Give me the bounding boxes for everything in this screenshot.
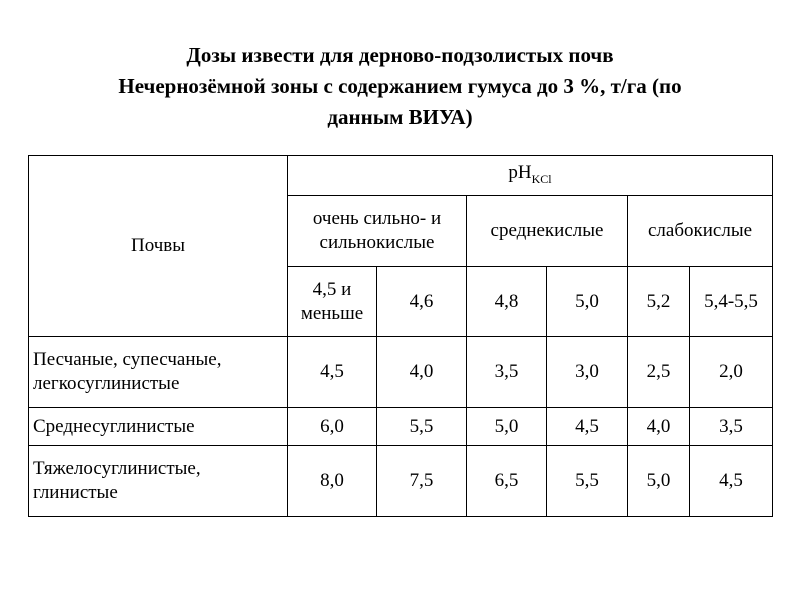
soil-name-line1: Песчаные, супесчаные, (33, 349, 222, 370)
dose-cell: 3,0 (547, 337, 628, 408)
dose-cell: 8,0 (288, 446, 377, 517)
dose-cell: 2,5 (628, 337, 690, 408)
dose-cell: 4,0 (628, 408, 690, 446)
group-very-strong-line1: очень сильно- и (312, 208, 442, 229)
dose-cell: 6,5 (467, 446, 547, 517)
dose-cell: 5,0 (467, 408, 547, 446)
dose-cell: 7,5 (377, 446, 467, 517)
ph-header (288, 156, 773, 196)
soil-name-line2: глинистые (33, 482, 118, 503)
ph-value-1-line2: меньше (300, 302, 364, 324)
ph-label: pH (508, 161, 532, 183)
dose-cell: 3,5 (467, 337, 547, 408)
dose-cell: 6,0 (288, 408, 377, 446)
soils-header: Почвы (29, 156, 288, 337)
ph-value-6: 5,4-5,5 (690, 267, 773, 337)
ph-value-2: 4,6 (377, 267, 467, 337)
title-line-1: Дозы извести для дерново-подзолистых почв (186, 43, 614, 67)
table-row (29, 337, 773, 408)
dose-cell: 4,0 (377, 337, 467, 408)
lime-dose-table (28, 155, 773, 517)
ph-value-1 (288, 267, 377, 337)
soil-name-line1: Тяжелосуглинистые, (33, 458, 201, 479)
dose-cell: 4,5 (690, 446, 773, 517)
group-medium: среднекислые (467, 196, 628, 267)
soil-name: Среднесуглинистые (29, 408, 288, 446)
title-line-3: данным ВИУА) (327, 105, 473, 129)
table-row (29, 408, 773, 446)
dose-cell: 5,5 (377, 408, 467, 446)
dose-cell: 4,5 (288, 337, 377, 408)
ph-value-5: 5,2 (628, 267, 690, 337)
group-weak: слабокислые (628, 196, 773, 267)
title-line-2: Нечернозёмной зоны с содержанием гумуса до 3 %, т/га (по (118, 74, 682, 98)
ph-value-1-line1: 4,5 и (312, 278, 352, 300)
page-title (0, 40, 800, 133)
ph-value-4: 5,0 (547, 267, 628, 337)
dose-cell: 5,0 (628, 446, 690, 517)
dose-cell: 2,0 (690, 337, 773, 408)
group-very-strong-line2: сильнокислые (319, 232, 435, 253)
dose-cell: 5,5 (547, 446, 628, 517)
dose-cell: 4,5 (547, 408, 628, 446)
soil-name (29, 446, 288, 517)
dose-cell: 3,5 (690, 408, 773, 446)
header-row-ph (29, 156, 773, 196)
ph-sub: KCl (531, 171, 552, 186)
table-row (29, 446, 773, 517)
soil-name-line2: легкосуглинистые (33, 373, 180, 394)
soil-name (29, 337, 288, 408)
group-very-strong (288, 196, 467, 267)
ph-value-3: 4,8 (467, 267, 547, 337)
